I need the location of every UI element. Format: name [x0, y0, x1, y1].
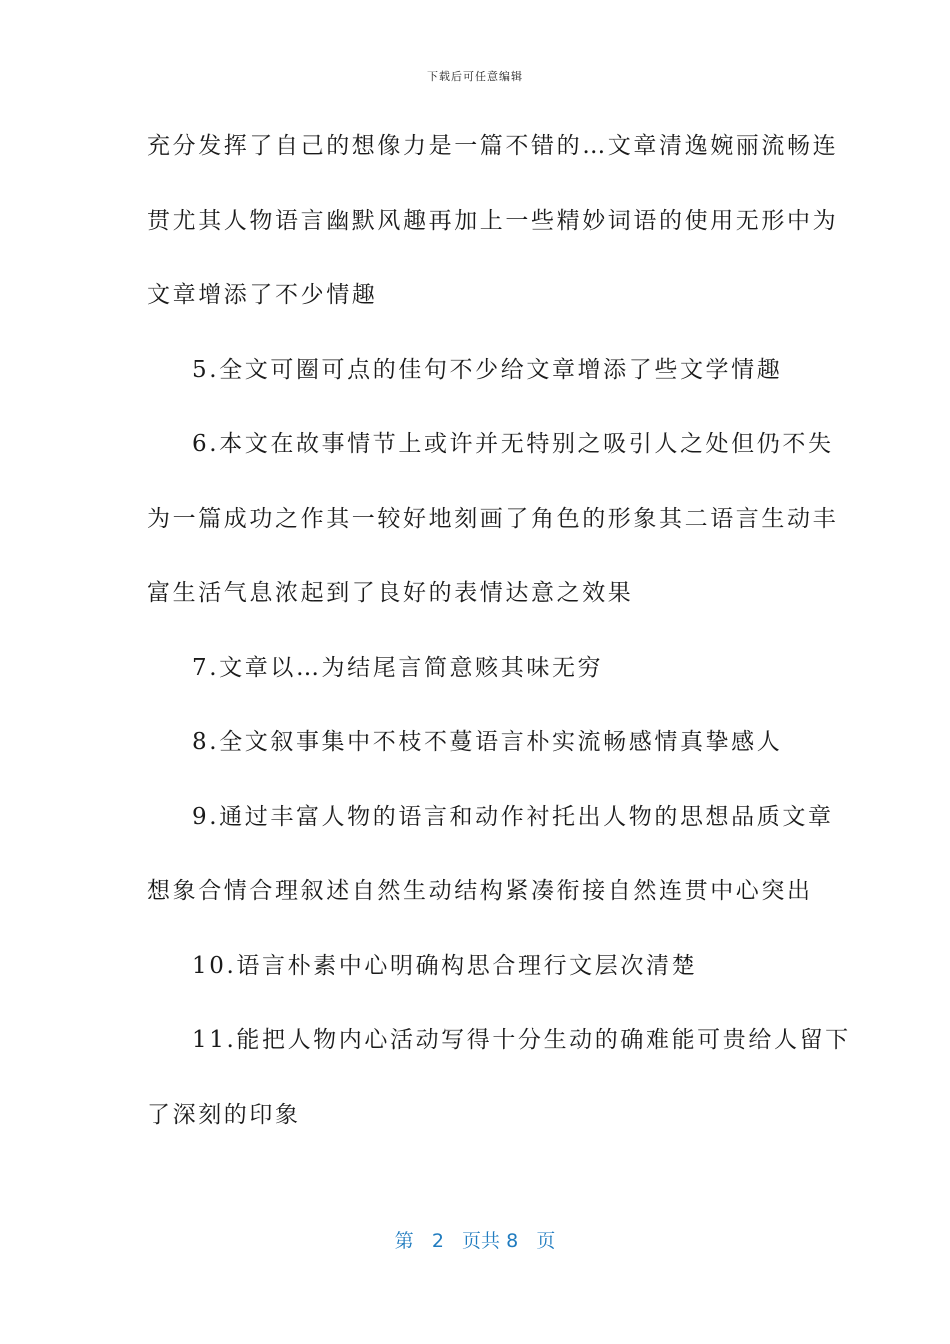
text-line: 充分发挥了自己的想像力是一篇不错的…文章清逸婉丽流畅连 — [147, 133, 839, 159]
text-line: 贯尤其人物语言幽默风趣再加上一些精妙词语的使用无形中为 — [147, 207, 839, 234]
page-footer — [0, 1226, 950, 1253]
document-body — [147, 125, 851, 1168]
list-item-10: 10.语言朴素中心明确构思合理行文层次清楚 — [192, 952, 698, 979]
page-total: 8 — [506, 1230, 519, 1252]
text-line: 想象合情合理叙述自然生动结构紧凑衔接自然连贯中心突出 — [147, 878, 813, 904]
page-number: 2 — [431, 1230, 444, 1252]
text-line: 富生活气息浓起到了良好的表情达意之效果 — [147, 580, 634, 606]
list-item-8: 8.全文叙事集中不枝不蔓语言朴实流畅感情真挚感人 — [192, 729, 783, 755]
list-item-9: 9.通过丰富人物的语言和动作衬托出人物的思想品质文章 — [192, 803, 834, 830]
text-line: 为一篇成功之作其一较好地刻画了角色的形象其二语言生动丰 — [147, 505, 839, 532]
page-prefix: 第 — [394, 1230, 414, 1252]
text-line: 了深刻的印象 — [147, 1101, 301, 1128]
text-line: 文章增添了不少情趣 — [147, 282, 378, 308]
list-item-6: 6.本文在故事情节上或许并无特别之吸引人之处但仍不失 — [192, 431, 834, 457]
page-middle: 页共 — [462, 1230, 501, 1252]
list-item-7: 7.文章以…为结尾言简意赅其味无穷 — [192, 654, 604, 681]
list-item-11: 11.能把人物内心活动写得十分生动的确难能可贵给人留下 — [192, 1027, 851, 1053]
page-suffix: 页 — [536, 1230, 556, 1252]
header-note: 下载后可任意编辑 — [427, 70, 523, 83]
list-item-5: 5.全文可圈可点的佳句不少给文章增添了些文学情趣 — [192, 356, 783, 383]
